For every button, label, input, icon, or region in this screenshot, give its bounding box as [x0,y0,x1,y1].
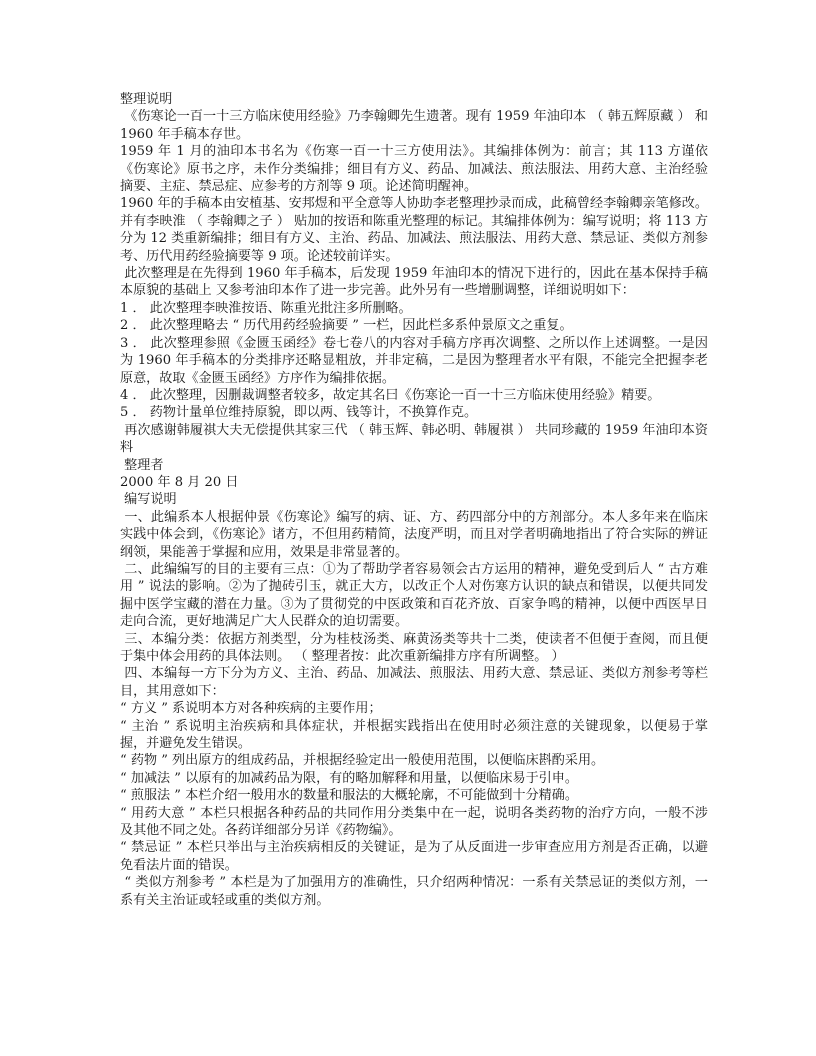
document-body [120,91,713,909]
definition-item: “ 用药大意 ” 本栏只根据各种药品的共同作用分类集中在一起，说明各类药物的治疗方向，一般不涉及其他不同之处。各药详细部分另详《药物编》。 [120,805,708,839]
definition-item: “ 主治 ” 系说明主治疾病和具体症状，并根据实践指出在使用时必须注意的关键现象，以便易于掌握，并避免发生错误。 [120,718,708,752]
list-item: 2 ． 此次整理略去 “ 历代用药经验摘要 ” 一栏，因此栏多系仲景原文之重复。 [120,318,573,334]
paragraph: 《伤寒论一百一十三方临床使用经验》乃李翰卿先生遗著。现有 1959 年油印本 （ 韩五辉原藏 ） 和 1960 年手稿本存世。 [120,109,713,142]
definition-item: “ 药物 ” 列出原方的组成药品，并根据经验定出一般使用范围，以便临床斟酌采用。 [120,753,605,769]
date: 2000 年 8 月 20 日 [120,474,239,490]
signature: 整理者 [120,457,164,473]
paragraph: 1960 年的手稿本由安植基、安邦煜和平全意等人协助李老整理抄录而成，此稿曾经李翰卿亲笔修改。并有李映淮 （ 李翰卿之子 ） 贴加的按语和陈重光整理的标记。其编排体例为：编写说明；将 113 方分为 12 类重新编排；细目有方义、主治、药品、加减法、煎法服法、用药大意、禁忌证、类似方剂参考、历代用药经验摘要等 9 项。论述较前详实。 [120,196,709,264]
definition-item: “ 加减法 ” 以原有的加减药品为限，有的略加解释和用量，以便临床易于引申。 [120,770,578,786]
list-item: 5 ． 药物计量单位维持原貌，即以两、钱等计，不换算作克。 [120,405,478,421]
definition-item: “ 禁忌证 ” 本栏只举出与主治疾病相反的关键证，是为了从反面进一步审查应用方剂是否正确，以避免看法片面的错误。 [120,840,708,873]
list-item: 1 ． 此次整理李映淮按语、陈重光批注多所删略。 [120,300,412,316]
definition-item: “ 类似方剂参考 ” 本栏是为了加强用方的准确性，只介绍两种情况：一系有关禁忌证的类似方剂，一系有关主治证或轻或重的类似方剂。 [120,875,708,908]
section-title: 编写说明 [120,492,177,508]
paragraph: 三、本编分类：依据方剂类型，分为桂枝汤类、麻黄汤类等共十二类，使读者不但便于查阅，而且便于集中体会用药的具体法则。 （ 整理者按：此次重新编排方序有所调整。 ） [120,631,708,664]
paragraph: 此次整理是在先得到 1960 年手稿本，后发现 1959 年油印本的情况下进行的，因此在基本保持手稿本原貌的基础上 又参考油印本作了进一步完善。此外另有一些增删调整，详细说明如下： [120,266,708,299]
paragraph: 四、本编每一方下分为方义、主治、药品、加减法、煎服法、用药大意、禁忌证、类似方剂参考等栏目，其用意如下： [120,666,708,699]
list-item: 3 ． 此次整理参照《金匮玉函经》卷七卷八的内容对手稿方序再次调整、之所以作上述调整。一是因为 1960 年手稿本的分类排序还略显粗放，并非定稿，二是因为整理者水平有限，不能完全把握李老原意，故取《金匮玉函经》方序作为编排依据。 [120,335,708,386]
paragraph: 再次感谢韩履祺大夫无偿提供其家三代 （ 韩玉辉、韩必明、韩履祺 ） 共同珍藏的 1959 年油印本资料 [120,422,708,456]
list-item: 4 ． 此次整理，因删裁调整者较多，故定其名曰《伤寒论一百一十三方临床使用经验》精要。 [120,387,661,403]
paragraph: 一、此编系本人根据仲景《伤寒论》编写的病、证、方、药四部分中的方剂部分。本人多年来在临床实践中体会到，《伤寒论》诸方，不但用药精简，法度严明，而且对学者明确地指出了符合实际的辨证纲领，果能善于掌握和应用，效果是非常显著的。 [120,509,708,560]
section-title: 整理说明 [120,92,173,107]
paragraph: 1959 年 1 月的油印本书名为《伤寒一百一十三方使用法》。其编排体例为：前言；其 113 方谨依《伤寒论》原书之序，未作分类编排；细目有方义、药品、加减法、煎法服法、用药大意、主治经验摘要、主症、禁忌症、应参考的方剂等 9 项。论述简明醒神。 [120,144,708,195]
definition-item: “ 煎服法 ” 本栏介绍一般用水的数量和服法的大概轮廓，不可能做到十分精确。 [120,788,578,804]
paragraph: 二、此编编写的目的主要有三点：①为了帮助学者容易领会古方运用的精神，避免受到后人 “ 古方难用 ” 说法的影响。②为了抛砖引玉，就正大方，以改正个人对伤寒方认识的缺点和错误，以便共同发掘中医学宝藏的潜在力量。③为了贯彻党的中医政策和百花齐放、百家争鸣的精神，以便中西医早日走向合流，更好地满足广大人民群众的迫切需要。 [120,561,708,630]
definition-item: “ 方义 ” 系说明本方对各种疾病的主要作用； [120,701,382,717]
